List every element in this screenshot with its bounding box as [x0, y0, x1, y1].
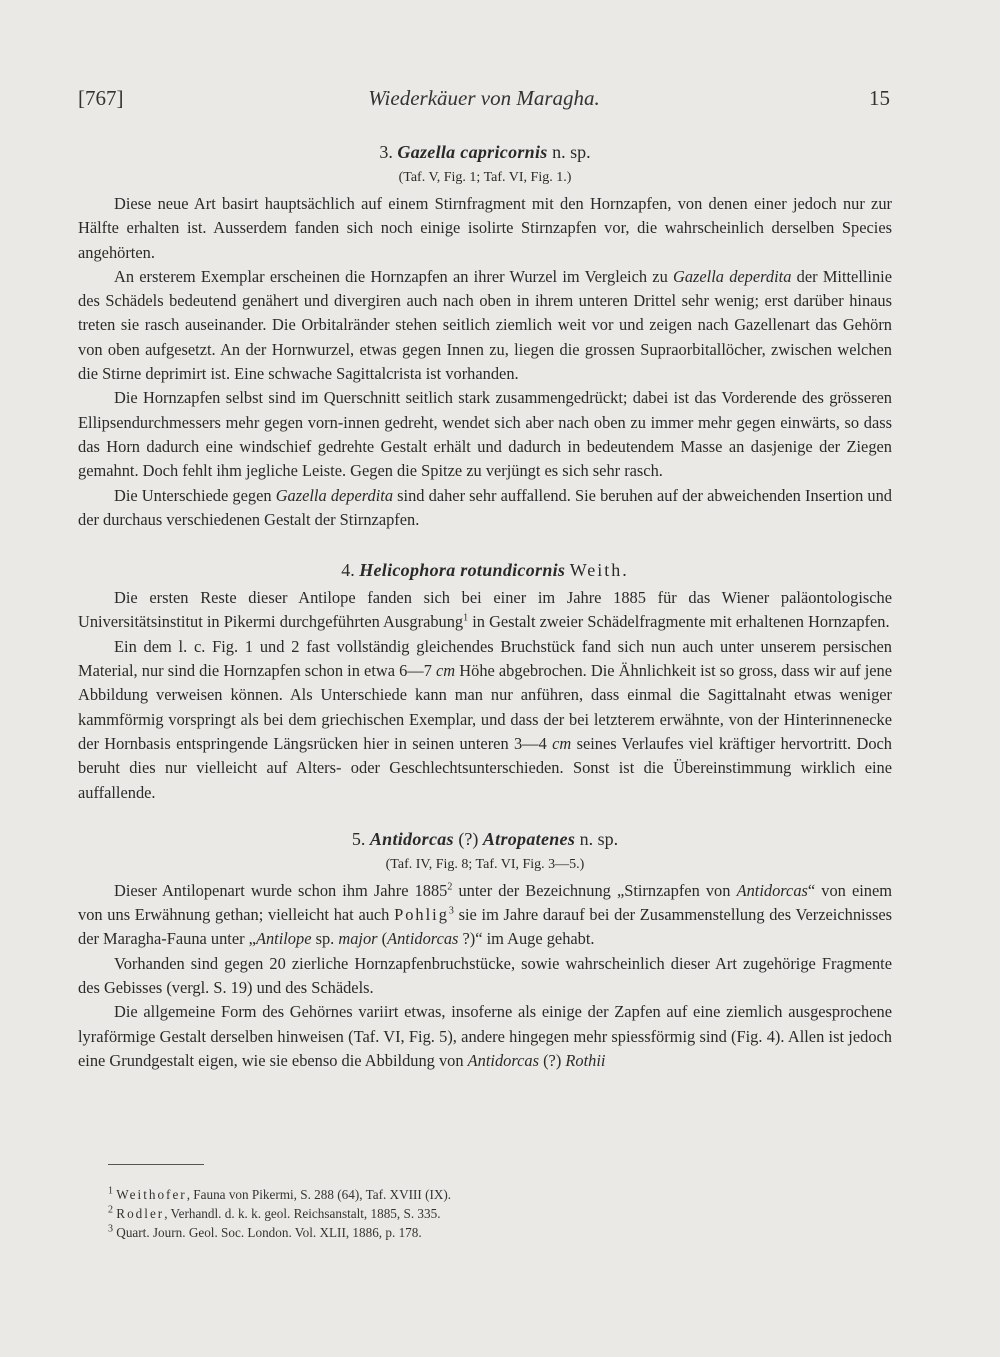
section-5-paragraph-3	[78, 1000, 892, 1073]
text-span: ?)“ im Auge gehabt.	[458, 929, 595, 949]
section-number: 5.	[351, 828, 366, 849]
section-4-paragraph-1	[78, 586, 892, 635]
unit-italic: cm	[552, 733, 572, 753]
footnote-3	[108, 1223, 451, 1242]
section-3-plate-reference: (Taf. V, Fig. 1; Taf. VI, Fig. 1.)	[398, 170, 572, 185]
footnote-author: Rodler	[116, 1206, 165, 1221]
footnote-author: Weithofer	[116, 1187, 187, 1202]
footnote-marker: 2	[447, 881, 453, 893]
text-span: sie im Jahre darauf bei der Zusammenstellung des Verzeichnisses der Maragha-Fauna unter „	[78, 905, 892, 949]
genus-italic: Antidorcas	[387, 929, 459, 949]
genus-italic: Antidorcas	[467, 1050, 539, 1070]
text-span: (?)	[538, 1050, 566, 1070]
genus-italic: Antidorcas	[736, 880, 808, 900]
text-span: Die ersten Reste dieser Antilope fanden sich bei einer im Jahre 1885 für das Wiener paläontologische Universitätsinstitut in Pikermi durchgeführten Ausgrabung	[78, 588, 892, 632]
text-span: Dieser Antilopenart wurde schon ihm Jahre 1885	[114, 880, 448, 900]
species-name: Helicophora rotundicornis	[359, 560, 566, 581]
footnote-number: 1	[108, 1185, 113, 1197]
footnote-marker: 3	[448, 905, 454, 917]
species-suffix: n. sp.	[552, 142, 591, 162]
footnote-separator	[108, 1164, 204, 1165]
footnote-number: 3	[108, 1223, 113, 1235]
genus-name: Antidorcas	[369, 828, 454, 849]
section-4-paragraph-2	[78, 635, 892, 805]
species-author: Weith.	[569, 560, 629, 581]
footnote-text: Quart. Journ. Geol. Soc. London. Vol. XLII, 1886, p. 178.	[116, 1225, 422, 1240]
text-span: Die allgemeine Form des Gehörnes variirt etwas, insoferne als einige der Zapfen auf eine ziemlich ausgesprochene lyraförmige Gestalt derselben hinweisen (Taf. VI, Fig. 5), andere hingegen mehr spiessförmig sind (Fig. 4). Allen ist jedoch eine Grundgestalt eigen, wie sie ebenso die Abbildung von	[78, 1002, 892, 1070]
text-span: “ von einem von uns Erwähnung gethan; vielleicht hat auch	[78, 880, 892, 925]
query-mark: (?)	[458, 828, 479, 849]
section-number: 4.	[341, 560, 355, 581]
page-body	[78, 140, 892, 1073]
text-span: unter der Bezeichnung „Stirnzapfen von	[452, 880, 737, 900]
running-header	[78, 86, 890, 116]
species-suffix: n. sp.	[579, 828, 619, 849]
footnote-marker: 1	[463, 612, 469, 624]
genus-italic: Antilope	[255, 929, 312, 949]
species-italic: major	[338, 929, 378, 949]
page-reference: [767]	[78, 86, 124, 110]
text-span: in Gestalt zweier Schädelfragmente mit erhaltenen Hornzapfen.	[468, 612, 890, 632]
footnote-1	[108, 1185, 451, 1204]
text-span: Die Unterschiede gegen	[114, 485, 276, 505]
species-name: Atropatenes	[482, 828, 576, 849]
section-3-paragraph-4	[78, 484, 892, 533]
section-3-paragraph-3: Die Hornzapfen selbst sind im Querschnitt seitlich stark zusammengedrückt; dabei ist das Vorderende des grösseren Ellipsendurchmessers mehr gegen vorn-innen gedreht, wendet sich aber nach oben zu immer mehr gegen einwärts, so dass das Horn dadurch eine windschief gedrehte Gestalt erhält und dadurch in bedeutendem Masse an dasjenige der Ziegen gemahnt. Doch fehlt ihm jegliche Leiste. Gegen die Spitze zu verjüngt es sich sehr rasch.	[78, 388, 892, 481]
text-span: der Mittellinie des Schädels bedeutend genähert und divergiren auch nach oben in ihrem unteren Drittel sehr wenig; erst darüber hinaus treten sie rasch auseinander. Die Orbitalränder stehen seitlich ziemlich weit vor und zeigen nach Gazellenart das Gehörn von oben aufgesetzt. An der Hornwurzel, etwas gegen Innen zu, liegen die grossen Supraorbitallöcher, zwischen welchen die Stirne deprimirt ist. Eine schwache Sagittalcrista ist vorhanden.	[78, 266, 893, 384]
unit-italic: cm	[436, 661, 456, 681]
section-5-paragraph-1	[78, 879, 892, 952]
species-italic: Rothii	[565, 1050, 606, 1070]
text-span: sp.	[311, 929, 339, 949]
section-4-heading	[78, 558, 892, 582]
text-span: Höhe abgebrochen. Die Ähnlichkeit ist so gross, dass wir auf jene Abbildung verweisen können. Als Unterschiede kann man nur anführen, dass einmal die Sagittalnaht etwas weniger kammförmig vorspringt als bei dem griechischen Exemplar, und dass der bei letzterem erwähnte, von der Hinterinnenecke der Hornbasis entspringende Längsrücken hier in seinen unteren 3—4	[78, 661, 892, 753]
page-number: 15	[869, 86, 890, 110]
text-span: sind daher sehr auffallend. Sie beruhen auf der abweichenden Insertion und der durchaus verschiedenen Gestalt der Stirnzapfen.	[78, 485, 892, 529]
section-number: 3.	[379, 142, 393, 162]
text-span: An ersterem Exemplar erscheinen die Hornzapfen an ihrer Wurzel im Vergleich zu	[114, 266, 673, 286]
footnotes	[108, 1185, 451, 1242]
section-3-heading	[78, 140, 892, 164]
running-title: Wiederkäuer von Maragha.	[368, 86, 600, 110]
species-italic: Gazella deperdita	[673, 266, 792, 286]
section-5-paragraph-2: Vorhanden sind gegen 20 zierliche Hornzapfenbruchstücke, sowie wahrscheinlich dieser Art zugehörige Fragmente des Gebisses (vergl. S. 19) und des Schädels.	[78, 953, 892, 998]
section-3-paragraph-2	[78, 265, 892, 386]
section-5-heading	[78, 827, 892, 851]
section-3-paragraph-1: Diese neue Art basirt hauptsächlich auf einem Stirnfragment mit den Hornzapfen, von denen einer jedoch nur zur Hälfte erhalten ist. Ausserdem fanden sich noch einige isolirte Stirnzapfen vor, die wahrscheinlich derselben Species angehörten.	[78, 194, 892, 262]
section-5-plate-reference: (Taf. IV, Fig. 8; Taf. VI, Fig. 3—5.)	[385, 856, 585, 872]
author-name: Pohlig	[394, 905, 449, 925]
footnote-2	[108, 1204, 451, 1223]
footnote-text: , Verhandl. d. k. k. geol. Reichsanstalt, 1885, S. 335.	[164, 1206, 441, 1221]
text-span: Ein dem l. c. Fig. 1 und 2 fast vollständig gleichendes Bruchstück fand sich nun auch unter unserem persischen Material, nur sind die Hornzapfen schon in etwa 6—7	[78, 636, 892, 681]
footnote-number: 2	[108, 1204, 113, 1216]
text-span: (	[377, 929, 388, 949]
footnote-text: , Fauna von Pikermi, S. 288 (64), Taf. XVIII (IX).	[186, 1187, 452, 1202]
species-italic: Gazella deperdita	[275, 485, 394, 505]
species-name: Gazella capricornis	[397, 142, 548, 162]
text-span: seines Verlaufes viel kräftiger hervortritt. Doch beruht dies nur vielleicht auf Alters- oder Geschlechtsunterschieden. Sonst ist die Übereinstimmung wirklich eine auffallende.	[78, 733, 892, 802]
